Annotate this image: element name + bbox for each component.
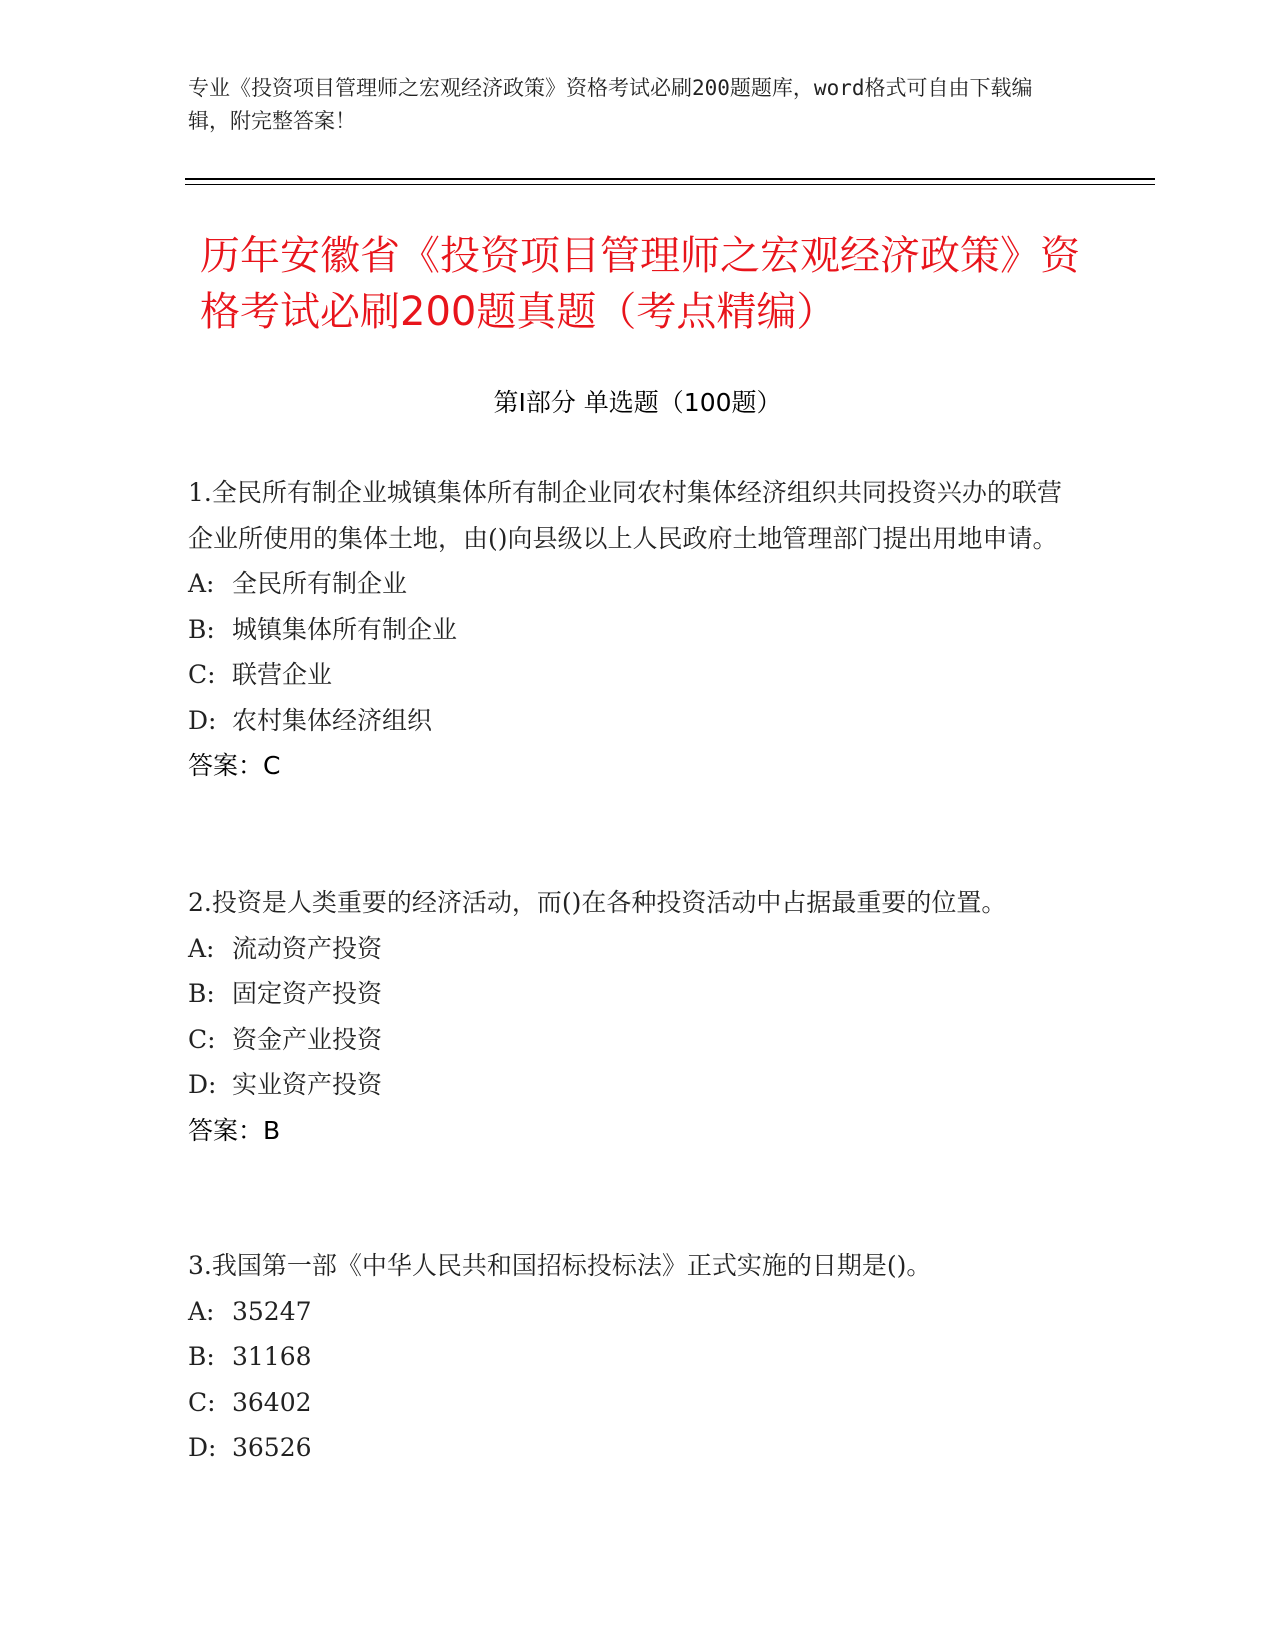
option-label: C:	[188, 1387, 216, 1417]
option-text: 31168	[232, 1342, 312, 1371]
option-label: A:	[188, 933, 215, 963]
option-label: B:	[188, 614, 215, 644]
option-c	[188, 1380, 1068, 1426]
header-divider-thin	[185, 184, 1155, 185]
option-c	[188, 1017, 1068, 1063]
question-2	[188, 880, 1068, 1153]
option-d	[188, 698, 1068, 744]
option-text: 实业资产投资	[232, 1070, 383, 1099]
header-divider-thick	[185, 178, 1155, 180]
option-b	[188, 971, 1068, 1017]
option-a	[188, 1289, 1068, 1335]
option-d	[188, 1062, 1068, 1108]
option-label: D:	[188, 1433, 217, 1462]
option-label: D:	[188, 1070, 217, 1099]
option-text: 36402	[232, 1387, 312, 1417]
question-stem: 1.全民所有制企业城镇集体所有制企业同农村集体经济组织共同投资兴办的联营企业所使用的集体土地，由()向县级以上人民政府土地管理部门提出用地申请。	[188, 478, 1062, 553]
option-b	[188, 607, 1068, 653]
question-stem: 2.投资是人类重要的经济活动，而()在各种投资活动中占据最重要的位置。	[188, 888, 1007, 917]
option-c	[188, 652, 1068, 698]
answer: 答案：C	[188, 751, 281, 780]
option-text: 36526	[232, 1433, 312, 1462]
option-a	[188, 561, 1068, 607]
option-label: C:	[188, 660, 216, 689]
option-text: 农村集体经济组织	[232, 705, 433, 735]
question-3	[188, 1243, 1068, 1471]
option-text: 流动资产投资	[232, 933, 383, 963]
option-label: C:	[188, 1024, 216, 1054]
option-b	[188, 1334, 1068, 1380]
option-label: A:	[188, 569, 215, 598]
answer: 答案：B	[188, 1115, 281, 1145]
question-1	[188, 470, 1068, 789]
option-text: 城镇集体所有制企业	[232, 614, 458, 644]
option-label: B:	[188, 1342, 215, 1371]
section-title: 第Ⅰ部分 单选题（100题）	[493, 388, 782, 417]
option-text: 全民所有制企业	[232, 569, 408, 598]
question-stem: 3.我国第一部《中华人民共和国招标投标法》正式实施的日期是()。	[188, 1251, 932, 1280]
option-text: 资金产业投资	[232, 1024, 383, 1054]
document-title: 历年安徽省《投资项目管理师之宏观经济政策》资格考试必刷200题真题（考点精编）	[200, 233, 1080, 335]
option-label: A:	[188, 1296, 215, 1326]
option-text: 35247	[232, 1296, 312, 1326]
option-d	[188, 1425, 1068, 1471]
header-note: 专业《投资项目管理师之宏观经济政策》资格考试必刷200题题库，word格式可自由下载编辑，附完整答案！	[188, 76, 1033, 133]
option-text: 固定资产投资	[232, 979, 383, 1008]
option-a	[188, 926, 1068, 972]
option-label: B:	[188, 979, 215, 1008]
option-text: 联营企业	[232, 660, 333, 689]
option-label: D:	[188, 705, 217, 735]
